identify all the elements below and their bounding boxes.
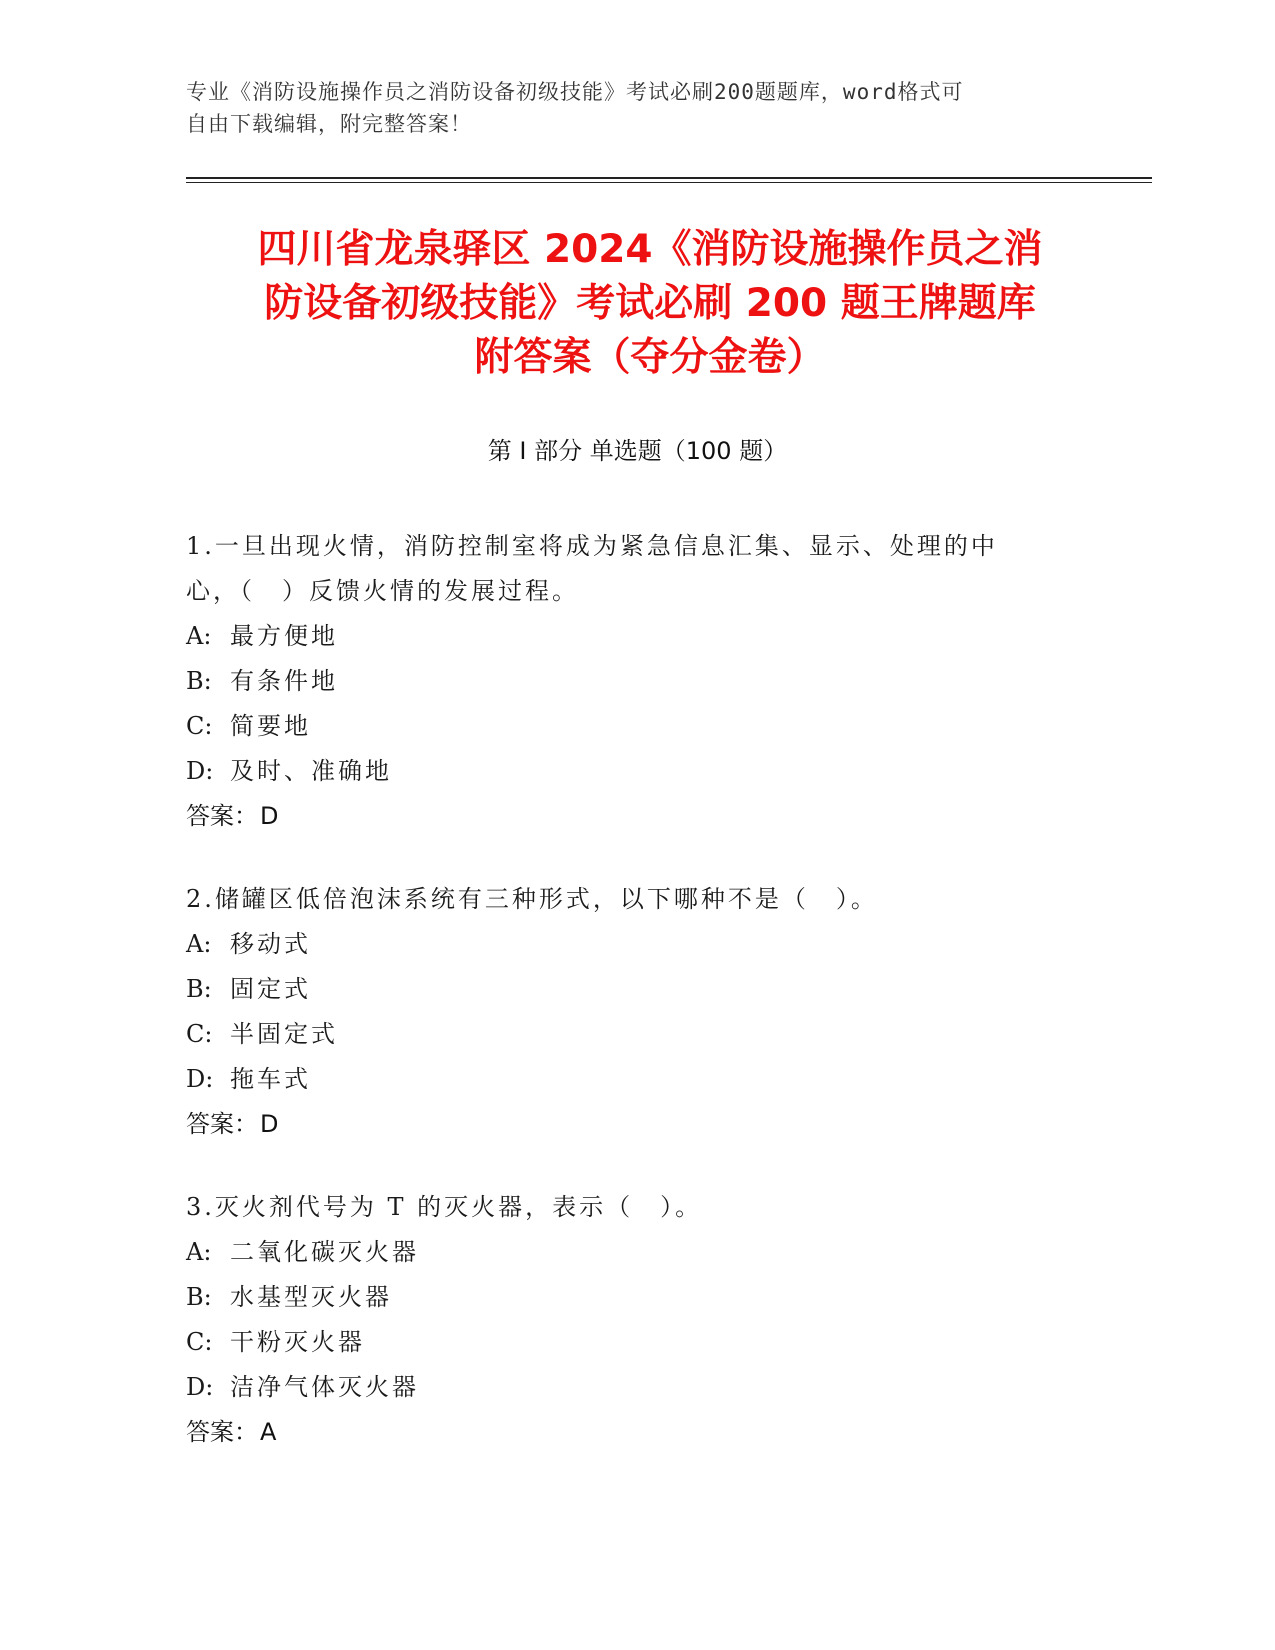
- question-stem: [186, 1185, 1076, 1230]
- option-a: [186, 614, 1076, 659]
- option-a: [186, 922, 1076, 967]
- option-c: [186, 1320, 1076, 1365]
- question-list: [186, 524, 1076, 1493]
- answer-line: [186, 794, 1076, 839]
- header-divider-thin: [186, 182, 1152, 183]
- question-stem: [186, 877, 1076, 922]
- option-a: [186, 1230, 1076, 1275]
- option-d: [186, 1365, 1076, 1410]
- option-c: [186, 1012, 1076, 1057]
- question-stem-line-1: 3.灭火剂代号为 T 的灭火器，表示（ ）。: [186, 1193, 703, 1221]
- option-key: A:: [186, 1238, 212, 1266]
- question-stem-line-1: 1.一旦出现火情，消防控制室将成为紧急信息汇集、显示、处理的中: [186, 532, 998, 560]
- question-2: [186, 877, 1076, 1147]
- option-key: B:: [186, 975, 212, 1003]
- question-stem-line-1: 2.储罐区低倍泡沫系统有三种形式，以下哪种不是（ ）。: [186, 885, 878, 913]
- option-b: [186, 967, 1076, 1012]
- option-key: B:: [186, 1283, 212, 1311]
- question-stem-line-2: 心，（ ）反馈火情的发展过程。: [186, 577, 579, 605]
- option-key: C:: [186, 1020, 213, 1048]
- option-b: [186, 659, 1076, 704]
- option-text: 干粉灭火器: [230, 1328, 365, 1356]
- option-d: [186, 1057, 1076, 1102]
- option-text: 洁净气体灭火器: [230, 1373, 419, 1401]
- option-text: 水基型灭火器: [230, 1283, 392, 1311]
- option-key: D:: [186, 757, 214, 785]
- question-stem: [186, 524, 1076, 614]
- option-text: 及时、准确地: [230, 757, 392, 785]
- option-text: 有条件地: [230, 667, 338, 695]
- option-text: 移动式: [230, 930, 311, 958]
- question-1: [186, 524, 1076, 839]
- answer-label: 答案：: [186, 1418, 258, 1446]
- answer-line: [186, 1410, 1076, 1455]
- option-b: [186, 1275, 1076, 1320]
- answer-value: D: [260, 1110, 279, 1138]
- option-text: 固定式: [230, 975, 311, 1003]
- answer-line: [186, 1102, 1076, 1147]
- option-c: [186, 704, 1076, 749]
- header-note: [186, 76, 1086, 140]
- option-key: A:: [186, 930, 212, 958]
- answer-value: D: [260, 802, 279, 830]
- section-heading: 第 I 部分 单选题（100 题）: [487, 437, 788, 465]
- title-line-3: 附答案（夺分金卷）: [474, 335, 826, 380]
- option-key: B:: [186, 667, 212, 695]
- option-key: D:: [186, 1373, 214, 1401]
- option-d: [186, 749, 1076, 794]
- option-text: 半固定式: [230, 1020, 338, 1048]
- document-title: [150, 223, 1150, 385]
- title-line-1: 四川省龙泉驿区 2024《消防设施操作员之消: [257, 227, 1043, 272]
- option-key: A:: [186, 622, 212, 650]
- answer-value: A: [260, 1418, 277, 1446]
- option-text: 最方便地: [230, 622, 338, 650]
- header-note-line-1: 专业《消防设施操作员之消防设备初级技能》考试必刷200题题库，word格式可: [186, 80, 964, 104]
- option-text: 拖车式: [230, 1065, 311, 1093]
- answer-label: 答案：: [186, 1110, 258, 1138]
- option-key: C:: [186, 712, 213, 740]
- question-3: [186, 1185, 1076, 1455]
- answer-label: 答案：: [186, 802, 258, 830]
- header-divider-thick: [186, 177, 1152, 179]
- option-key: D:: [186, 1065, 214, 1093]
- title-line-2: 防设备初级技能》考试必刷 200 题王牌题库: [264, 281, 1036, 326]
- option-text: 简要地: [230, 712, 311, 740]
- header-note-line-2: 自由下载编辑，附完整答案！: [186, 112, 472, 136]
- option-key: C:: [186, 1328, 213, 1356]
- option-text: 二氧化碳灭火器: [230, 1238, 419, 1266]
